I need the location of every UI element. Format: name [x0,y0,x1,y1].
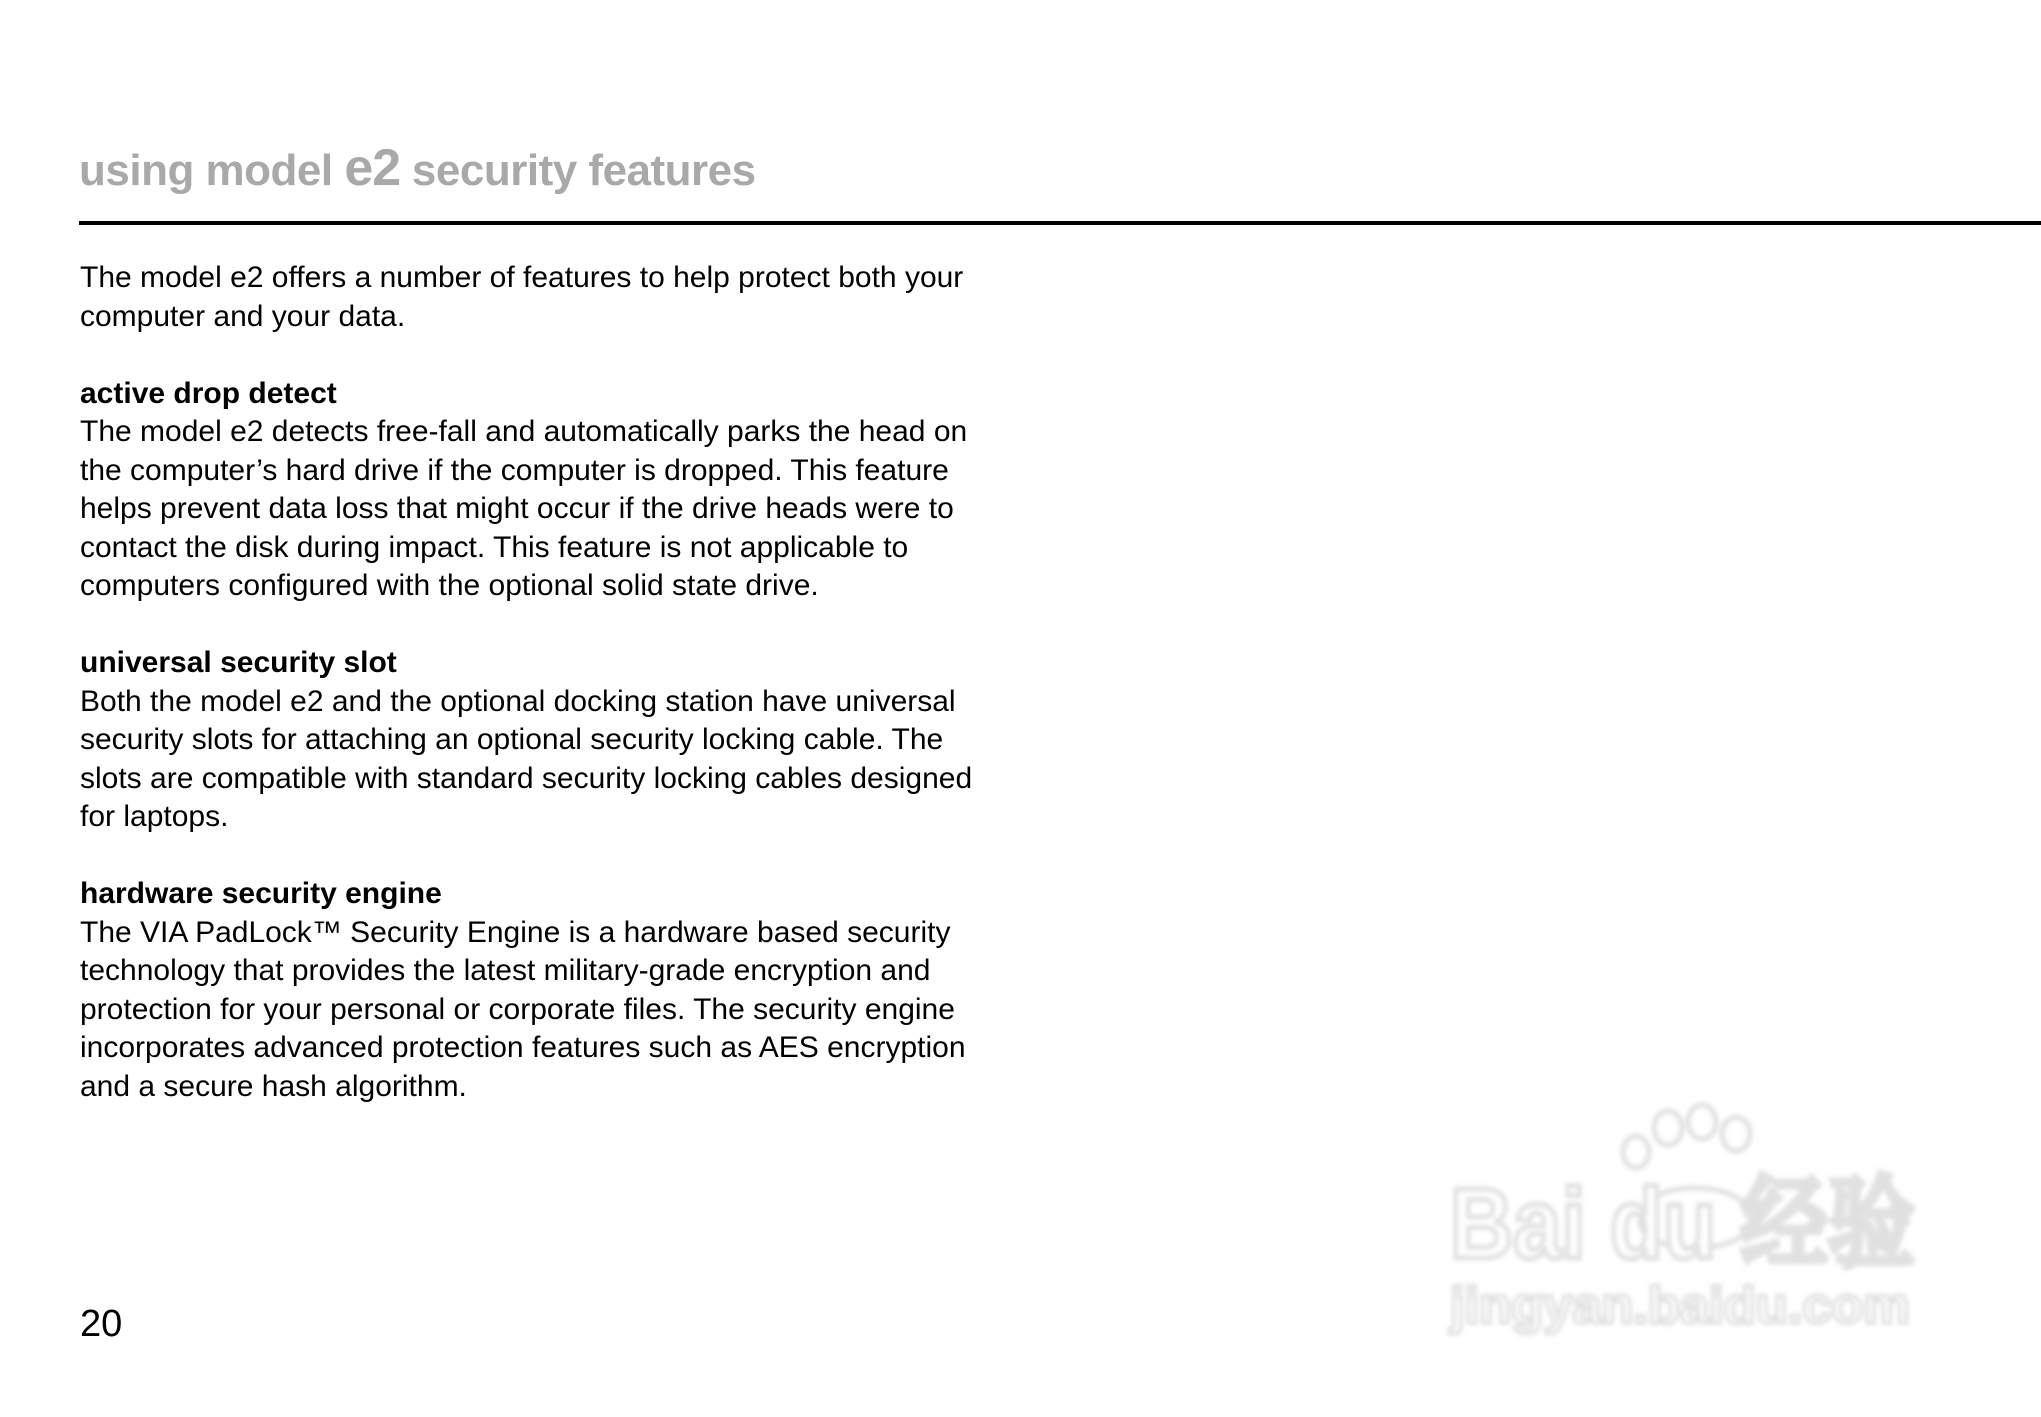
section-hardware-security-engine [80,875,980,1106]
page-number: 20 [80,1303,123,1345]
title-divider [79,221,2041,225]
section-heading: active drop detect [80,376,337,410]
page-title [79,138,756,198]
intro-paragraph: The model e2 offers a number of features to help protect both your computer and your data. [80,261,964,333]
section-heading: universal security slot [80,646,397,679]
page-title-model: e2 [344,139,401,197]
watermark-logo-text: Bai du 经验 [1450,1168,1915,1280]
section-body: Both the model e2 and the optional docking station have universal security slots for attaching an optional security locking cable. The slots are compatible with standard security locking cables designed for laptops. [80,684,973,833]
section-heading: hardware security engine [80,877,442,910]
baidu-watermark [1440,1108,1920,1338]
section-body: The VIA PadLock™ Security Engine is a hardware based security technology that provides the latest military-grade encryption and protection for your personal or corporate files. The security engine incorporates advanced protection features such as AES encryption and a secure hash algorithm. [80,915,966,1103]
watermark-url-text: jingyan.baidu.com [1448,1277,1910,1335]
section-body: The model e2 detects free-fall and automatically parks the head on the computer’s hard drive if the computer is dropped. This feature helps prevent data loss that might occur if the drive heads were to contact the disk during impact. This feature is not applicable to computers configured with the optional solid state drive. [80,415,968,602]
section-active-drop-detect [80,375,980,606]
section-universal-security-slot [80,644,980,837]
page-title-suffix: security features [400,146,756,195]
page-title-prefix: using model [79,146,345,195]
main-content [80,259,980,1106]
